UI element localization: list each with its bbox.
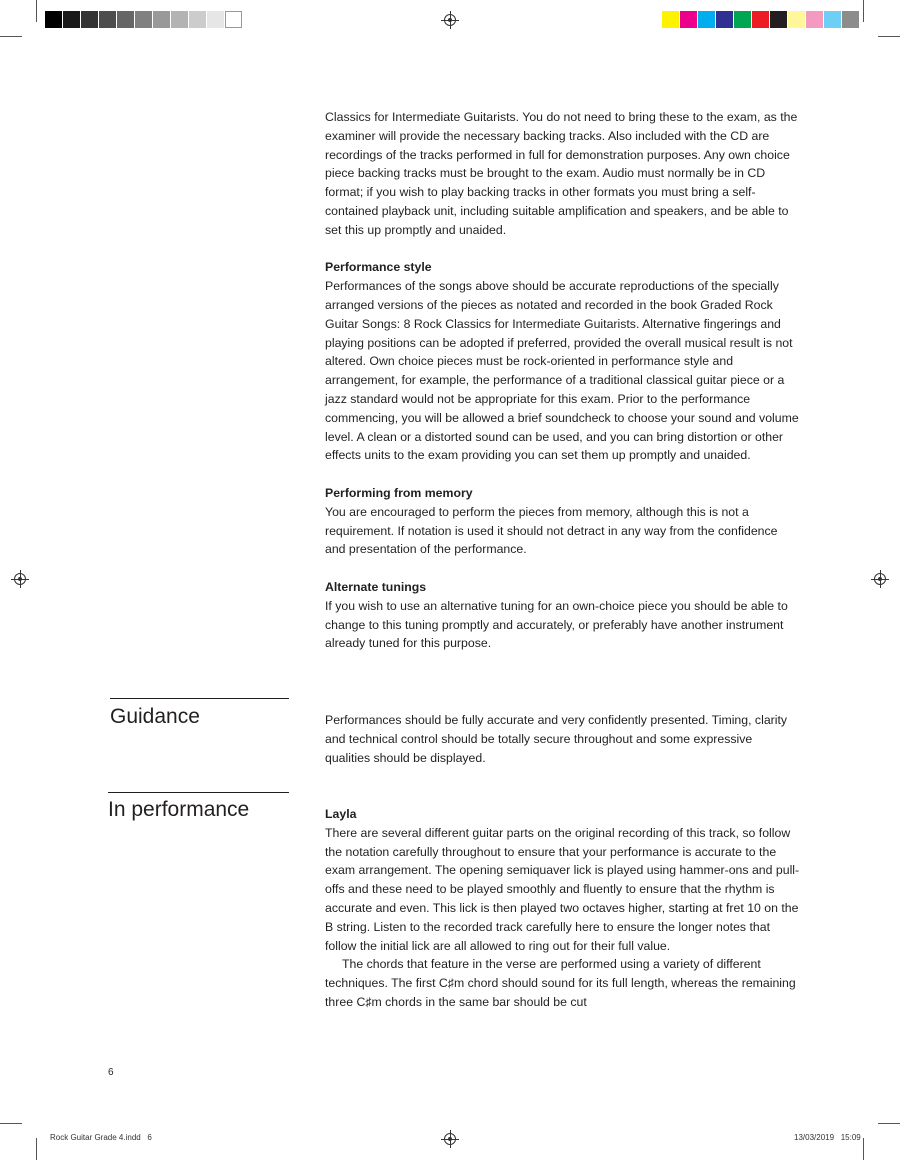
crop-mark: [0, 36, 22, 37]
color-swatch: [716, 11, 733, 28]
in-performance-body: [325, 805, 800, 1012]
gray-swatch: [153, 11, 170, 28]
page-number: 6: [108, 1067, 114, 1078]
crop-mark: [878, 36, 900, 37]
crop-mark: [0, 1123, 22, 1124]
upper-body-column: [325, 108, 800, 653]
intro-paragraph: Classics for Intermediate Guitarists. You do not need to bring these to the exam, as the examiner will provide the necessary backing tracks. Also included with the CD are recordings of the tracks performed in full for demonstration purposes. Any own choice piece backing tracks must be brought to the exam. Audio must normally be in CD format; if you wish to play backing tracks in other formats you must bring a self-contained playback unit, including suitable amplification and speakers, and be able to set this up promptly and unaided.: [325, 110, 798, 237]
gray-swatch: [135, 11, 152, 28]
crop-mark: [36, 1138, 37, 1160]
layla-paragraph-2: The chords that feature in the verse are performed using a variety of different techniques. The first C♯m chord should sound for its full length, whereas the remaining three C♯m chords in the same bar should be cut: [325, 957, 796, 1009]
registration-mark-icon: [874, 573, 886, 585]
gray-swatch: [45, 11, 62, 28]
performance-style-heading: Performance style: [325, 260, 432, 275]
color-swatch: [824, 11, 841, 28]
crop-mark: [878, 1123, 900, 1124]
guidance-body: [325, 711, 800, 767]
crop-mark: [863, 1138, 864, 1160]
color-swatch: [806, 11, 823, 28]
gray-swatch: [225, 11, 242, 28]
color-swatch: [788, 11, 805, 28]
alternate-tunings-paragraph: If you wish to use an alternative tuning for an own-choice piece you should be able to change to this tuning promptly and accurately, or preferably have another instrument already tuned for this purpose.: [325, 598, 788, 651]
color-swatch: [734, 11, 751, 28]
timestamp: 13/03/2019 15:09: [794, 1133, 861, 1142]
guidance-paragraph: Performances should be fully accurate and very confidently presented. Timing, clarity and technical control should be totally secure throughout and some expressive qualities should be displayed.: [325, 713, 788, 765]
gray-swatch: [99, 11, 116, 28]
gray-swatch: [63, 11, 80, 28]
performing-from-memory-heading: Performing from memory: [325, 485, 473, 500]
color-swatch: [698, 11, 715, 28]
gray-swatch: [81, 11, 98, 28]
gray-swatch: [207, 11, 224, 28]
performing-from-memory-paragraph: You are encouraged to perform the pieces from memory, although this is not a requirement. If notation is used it should not detract in any way from the confidence and presentation of the performance.: [325, 504, 778, 557]
color-swatch: [770, 11, 787, 28]
registration-mark-icon: [444, 14, 456, 26]
color-swatch: [842, 11, 859, 28]
alternate-tunings-heading: Alternate tunings: [325, 579, 427, 594]
color-swatch: [662, 11, 679, 28]
gray-swatch: [171, 11, 188, 28]
file-slug: Rock Guitar Grade 4.indd 6: [50, 1133, 152, 1142]
performance-style-paragraph: Performances of the songs above should be accurate reproductions of the specially arranged versions of the pieces as notated and recorded in the book Graded Rock Guitar Songs: 8 Rock Classics for Intermediate Guitarists. Alternative fingerings and playing positions can be adopted if preferred, provided the overall musical result is not altered. Own choice pieces must be rock-oriented in performance style and arrangement, for example, the performance of a traditional classical guitar piece or a jazz standard would not be appropriate for this exam. Prior to the performance commencing, you will be allowed a brief soundcheck to choose your sound and volume level. A clean or a distorted sound can be used, and you can bring distortion or other effects units to the exam providing you can set them up promptly and unaided.: [325, 279, 799, 463]
crop-mark: [36, 0, 37, 22]
gray-swatch: [117, 11, 134, 28]
crop-mark: [863, 0, 864, 22]
gray-swatch: [189, 11, 206, 28]
registration-mark-icon: [444, 1133, 456, 1145]
guidance-side-heading: Guidance: [110, 705, 200, 728]
color-swatch: [680, 11, 697, 28]
registration-mark-icon: [14, 573, 26, 585]
in-performance-side-heading: In performance: [108, 798, 250, 821]
in-performance-rule: [108, 792, 289, 793]
layla-heading: Layla: [325, 807, 357, 821]
guidance-rule: [110, 698, 289, 699]
layla-paragraph-1: There are several different guitar parts on the original recording of this track, so follow the notation carefully throughout to ensure that your performance is accurate to the exam arrangement. The opening semiquaver lick is played using hammer-ons and pull-offs and these need to be played smoothly and fluently to ensure that the rhythm is accurate and even. This lick is then played two octaves higher, starting at fret 10 on the B string. Listen to the recorded track carefully here to ensure the longer notes that follow the initial lick are all allowed to ring out for their full value.: [325, 825, 800, 953]
color-swatch: [752, 11, 769, 28]
